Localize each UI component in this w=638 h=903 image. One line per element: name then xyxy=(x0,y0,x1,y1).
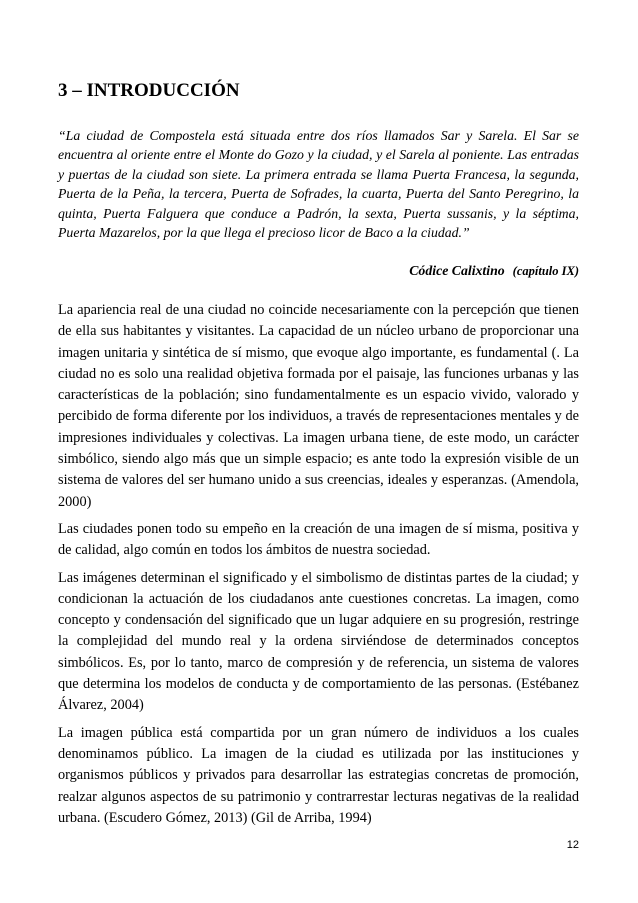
page-number: 12 xyxy=(566,839,579,851)
paragraph: La imagen pública está compartida por un gran número de individuos a los cuales denominamos público. La imagen de la ciudad es utilizada por las instituciones y organismos públicos y privados para desarrollar las estrategias concretas de promoción, realzar algunos aspectos de su patrimonio y contrarrestar lecturas negativas de la realidad urbana. (Escudero Gómez, 2013) (Gil de Arriba, 1994) xyxy=(58,724,579,826)
paragraph: La apariencia real de una ciudad no coincide necesariamente con la percepción que tienen de ella sus habitantes y visitantes. La capacidad de un núcleo urbano de proporcionar una imagen unitaria y sintética de sí mismo, que evoque algo importante, es fundamental (. La ciudad no es solo una realidad objetiva formada por el paisaje, las funciones urbanas y las características de la población; sino fundamentalmente es un espacio vivido, valorado y percibido de forma diferente por los individuos, a través de representaciones mentales y de impresiones individuales y colectivas. La imagen urbana tiene, de este modo, un carácter simbólico, siendo algo más que un simple espacio; es ante todo la expresión visible de un sistema de valores del ser humano unido a sus creencias, ideales y esperanzas. (Amendola, 2000) xyxy=(58,302,579,510)
epigraph-citation xyxy=(409,262,579,280)
body-text xyxy=(58,300,579,835)
citation-chapter: (capítulo IX) xyxy=(512,264,579,278)
paragraph: Las ciudades ponen todo su empeño en la creación de una imagen de sí misma, positiva y de calidad, algo común en todos los ámbitos de nuestra sociedad. xyxy=(58,520,579,559)
paragraph: Las imágenes determinan el significado y el simbolismo de distintas partes de la ciudad; y condicionan la actuación de los ciudadanos ante cuestiones concretas. La imagen, como concepto y condensación del significado que un lugar adquiere en su progresión, restringe la complejidad del mundo real y la ordena sirviéndose de determinados conceptos simbólicos. Es, por lo tanto, marco de compresión y de referencia, un sistema de valores que determina los modelos de conducta y de comportamiento de las personas. (Estébanez Álvarez, 2004) xyxy=(58,569,579,714)
section-heading: 3 – INTRODUCCIÓN xyxy=(58,80,240,101)
citation-source: Códice Calixtino xyxy=(409,263,505,278)
epigraph-quote: “La ciudad de Compostela está situada entre dos ríos llamados Sar y Sarela. El Sar se encuentra al oriente entre el Monte do Gozo y la ciudad, y el Sarela al poniente. Las entradas y puertas de la ciudad son siete. La primera entrada se llama Puerta Francesa, la segunda, Puerta de la Peña, la tercera, Puerta de Sofrades, la cuarta, Puerta del Santo Peregrino, la quinta, Puerta Falguera que conduce a Padrón, la sexta, Puerta sussanis, y la séptima, Puerta Mazarelos, por la que llega el precioso licor de Baco a la ciudad.” xyxy=(58,128,579,241)
